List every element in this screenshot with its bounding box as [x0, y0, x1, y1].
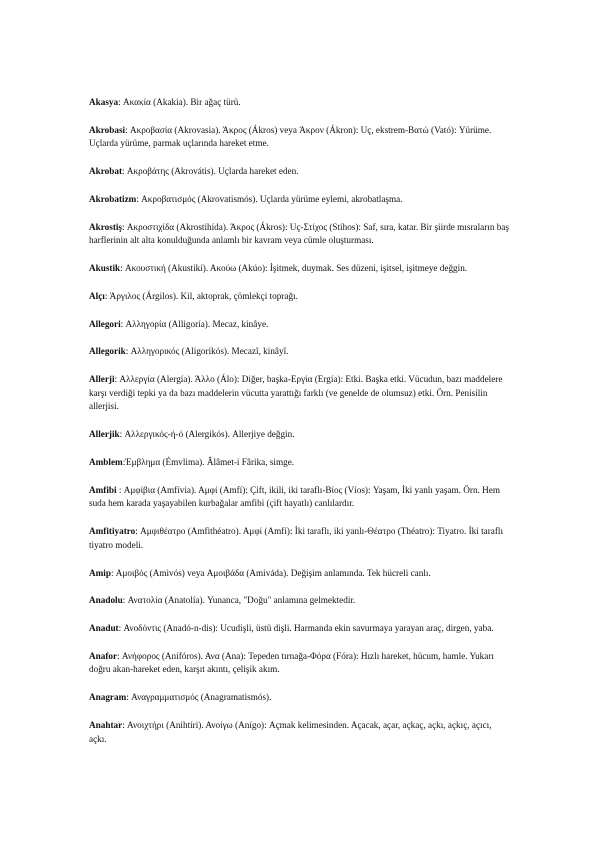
entry-term: Akrobatizm	[89, 193, 137, 204]
glossary-list	[89, 96, 509, 760]
entry-term: Allegorik	[89, 346, 126, 357]
entry-term: Amfibi	[89, 484, 117, 495]
entry-term: Allerjik	[89, 429, 120, 440]
entry-definition: : Άργιλος (Árgilos). Kil, aktoprak, çömlekçi toprağı.	[104, 290, 298, 301]
entry-term: Akustik	[89, 263, 121, 274]
glossary-entry	[89, 96, 509, 110]
entry-definition: : Ανήφορος (Anífóros). Ανα (Ana): Tepeden tırnağa-Φόρα (Fóra): Hızlı hareket, hücum, hamle. Yukarı doğru akan-hareket eden, karşıt akıntı, çelişik akım.	[89, 650, 494, 675]
entry-term: Akrobasi	[89, 124, 126, 135]
entry-term: Akasya	[89, 97, 119, 107]
entry-term: Akrobat	[89, 166, 123, 177]
entry-term: Amfitiyatro	[89, 526, 136, 537]
glossary-entry	[89, 484, 509, 511]
entry-definition: : Ανατολία (Anatolía). Yunanca, "Doğu" anlamına gelmektedir.	[122, 595, 356, 606]
glossary-entry	[89, 525, 509, 552]
entry-term: Anagram	[89, 692, 127, 703]
glossary-entry	[89, 456, 509, 470]
entry-definition: : Ανοιχτήρι (Anihtíri). Ανοίγω (Anígo): Açmak kelimesinden. Açacak, açar, açkaç, açkı, açkıç, açıcı, açkı.	[89, 720, 492, 744]
glossary-entry	[89, 124, 509, 151]
glossary-entry	[89, 221, 509, 248]
entry-definition: : Αλληγορία (Alligoría). Mecaz, kinâye.	[120, 318, 269, 329]
glossary-entry	[89, 165, 509, 179]
glossary-entry	[89, 594, 509, 608]
entry-definition: : Αμοιβός (Amivós) veya Αμοιβάδα (Amiváda). Değişim anlamında. Tek hücreli canlı.	[110, 567, 431, 578]
entry-definition: : Ακουστική (Akustikí). Ακούω (Akúo): İşitmek, duymak. Ses düzeni, işitsel, işitmeye değgin.	[120, 263, 468, 274]
glossary-entry	[89, 345, 509, 359]
entry-term: Amip	[89, 567, 111, 578]
entry-definition: : Ακακία (Akakia). Bir ağaç türü.	[118, 97, 241, 107]
entry-term: Amblem	[89, 456, 123, 467]
entry-term: Akrostiş	[89, 221, 123, 232]
entry-term: Allerji	[89, 374, 115, 385]
entry-definition: : Ανοδόντις (Anadó-n-dis): Ucudişli, üstü dişli. Harmanda ekin savurmaya yarayan araç, dirgen, yaba.	[118, 623, 494, 634]
entry-term: Anadut	[89, 623, 119, 634]
entry-definition: : Αμφιθέατρο (Amfithéatro). Αμφί (Amfí): İki taraflı, iki yanlı-Θέατρο (Théatro): Tiyatro. İki taraflı tiyatro modeli.	[89, 526, 504, 550]
glossary-entry	[89, 428, 509, 442]
glossary-entry	[89, 373, 509, 414]
glossary-entry	[89, 290, 509, 304]
entry-definition: : Ακροβατισμός (Akrovatismós). Uçlarda yürüme eylemi, akrobatlaşma.	[136, 193, 403, 204]
entry-term: Allegori	[89, 318, 121, 329]
entry-definition: : Αλλεργικός-ή-ό (Alergikós). Allerjiye değgin.	[119, 429, 295, 440]
glossary-entry	[89, 193, 509, 207]
glossary-entry	[89, 719, 509, 746]
entry-term: Anadolu	[89, 595, 123, 606]
entry-definition: : Ακροβασία (Akrovasia). Άκρος (Ákros) veya Άκρον (Ákron): Uç, ekstrem-Βατώ (Vató): Yürüme. Uçlarda yürüme, parmak uçlarında hareket etme.	[89, 124, 492, 149]
entry-definition: : Ακροστιχίδα (Akrostihída). Άκρος (Ákros): Uç-Στίχος (Stíhos): Saf, sıra, katar. Bir şiirde mısraların baş harflerinin alt alta konulduğunda anlamlı bir kavram veya cümle oluşturması.	[89, 221, 509, 246]
entry-term: Alçı	[89, 290, 105, 301]
entry-definition: : Αναγραμματισμός (Anagramatismós).	[126, 692, 272, 703]
entry-definition: : Αλλεργία (Alergía). Άλλο (Álo): Diğer, başka-Εργία (Ergía): Etki. Başka etki. Vücudun, bazı maddelere karşı verdiği tepki ya da bazı maddelerin vücutta yarattığı farklı (ve genelde de olumsuz) etki. Örn. Penisilin allerjisi.	[89, 374, 503, 412]
glossary-entry	[89, 567, 509, 581]
glossary-entry	[89, 691, 509, 705]
glossary-entry	[89, 622, 509, 636]
entry-definition: : Αμφίβια (Amfívia). Αμφί (Amfí): Çift, ikili, iki taraflı-Βίος (Víos): Yaşam, İki yanlı yaşam. Örn. Hem suda hem karada yaşayabilen kurbağalar amfibi (çift hayatlı) canlılardır.	[89, 484, 501, 509]
entry-term: Anafor	[89, 650, 118, 661]
glossary-entry	[89, 318, 509, 332]
glossary-entry	[89, 262, 509, 276]
entry-definition: :Έμβλημα (Émvlima). Âlâmet-i Fârika, simge.	[122, 456, 295, 467]
glossary-entry	[89, 650, 509, 677]
entry-term: Anahtar	[89, 720, 123, 730]
entry-definition: : Ακροβάτης (Akrovátis). Uçlarda hareket eden.	[122, 166, 299, 177]
entry-definition: : Αλληγορικός (Aligorikós). Mecazî, kinâyî.	[125, 346, 289, 357]
